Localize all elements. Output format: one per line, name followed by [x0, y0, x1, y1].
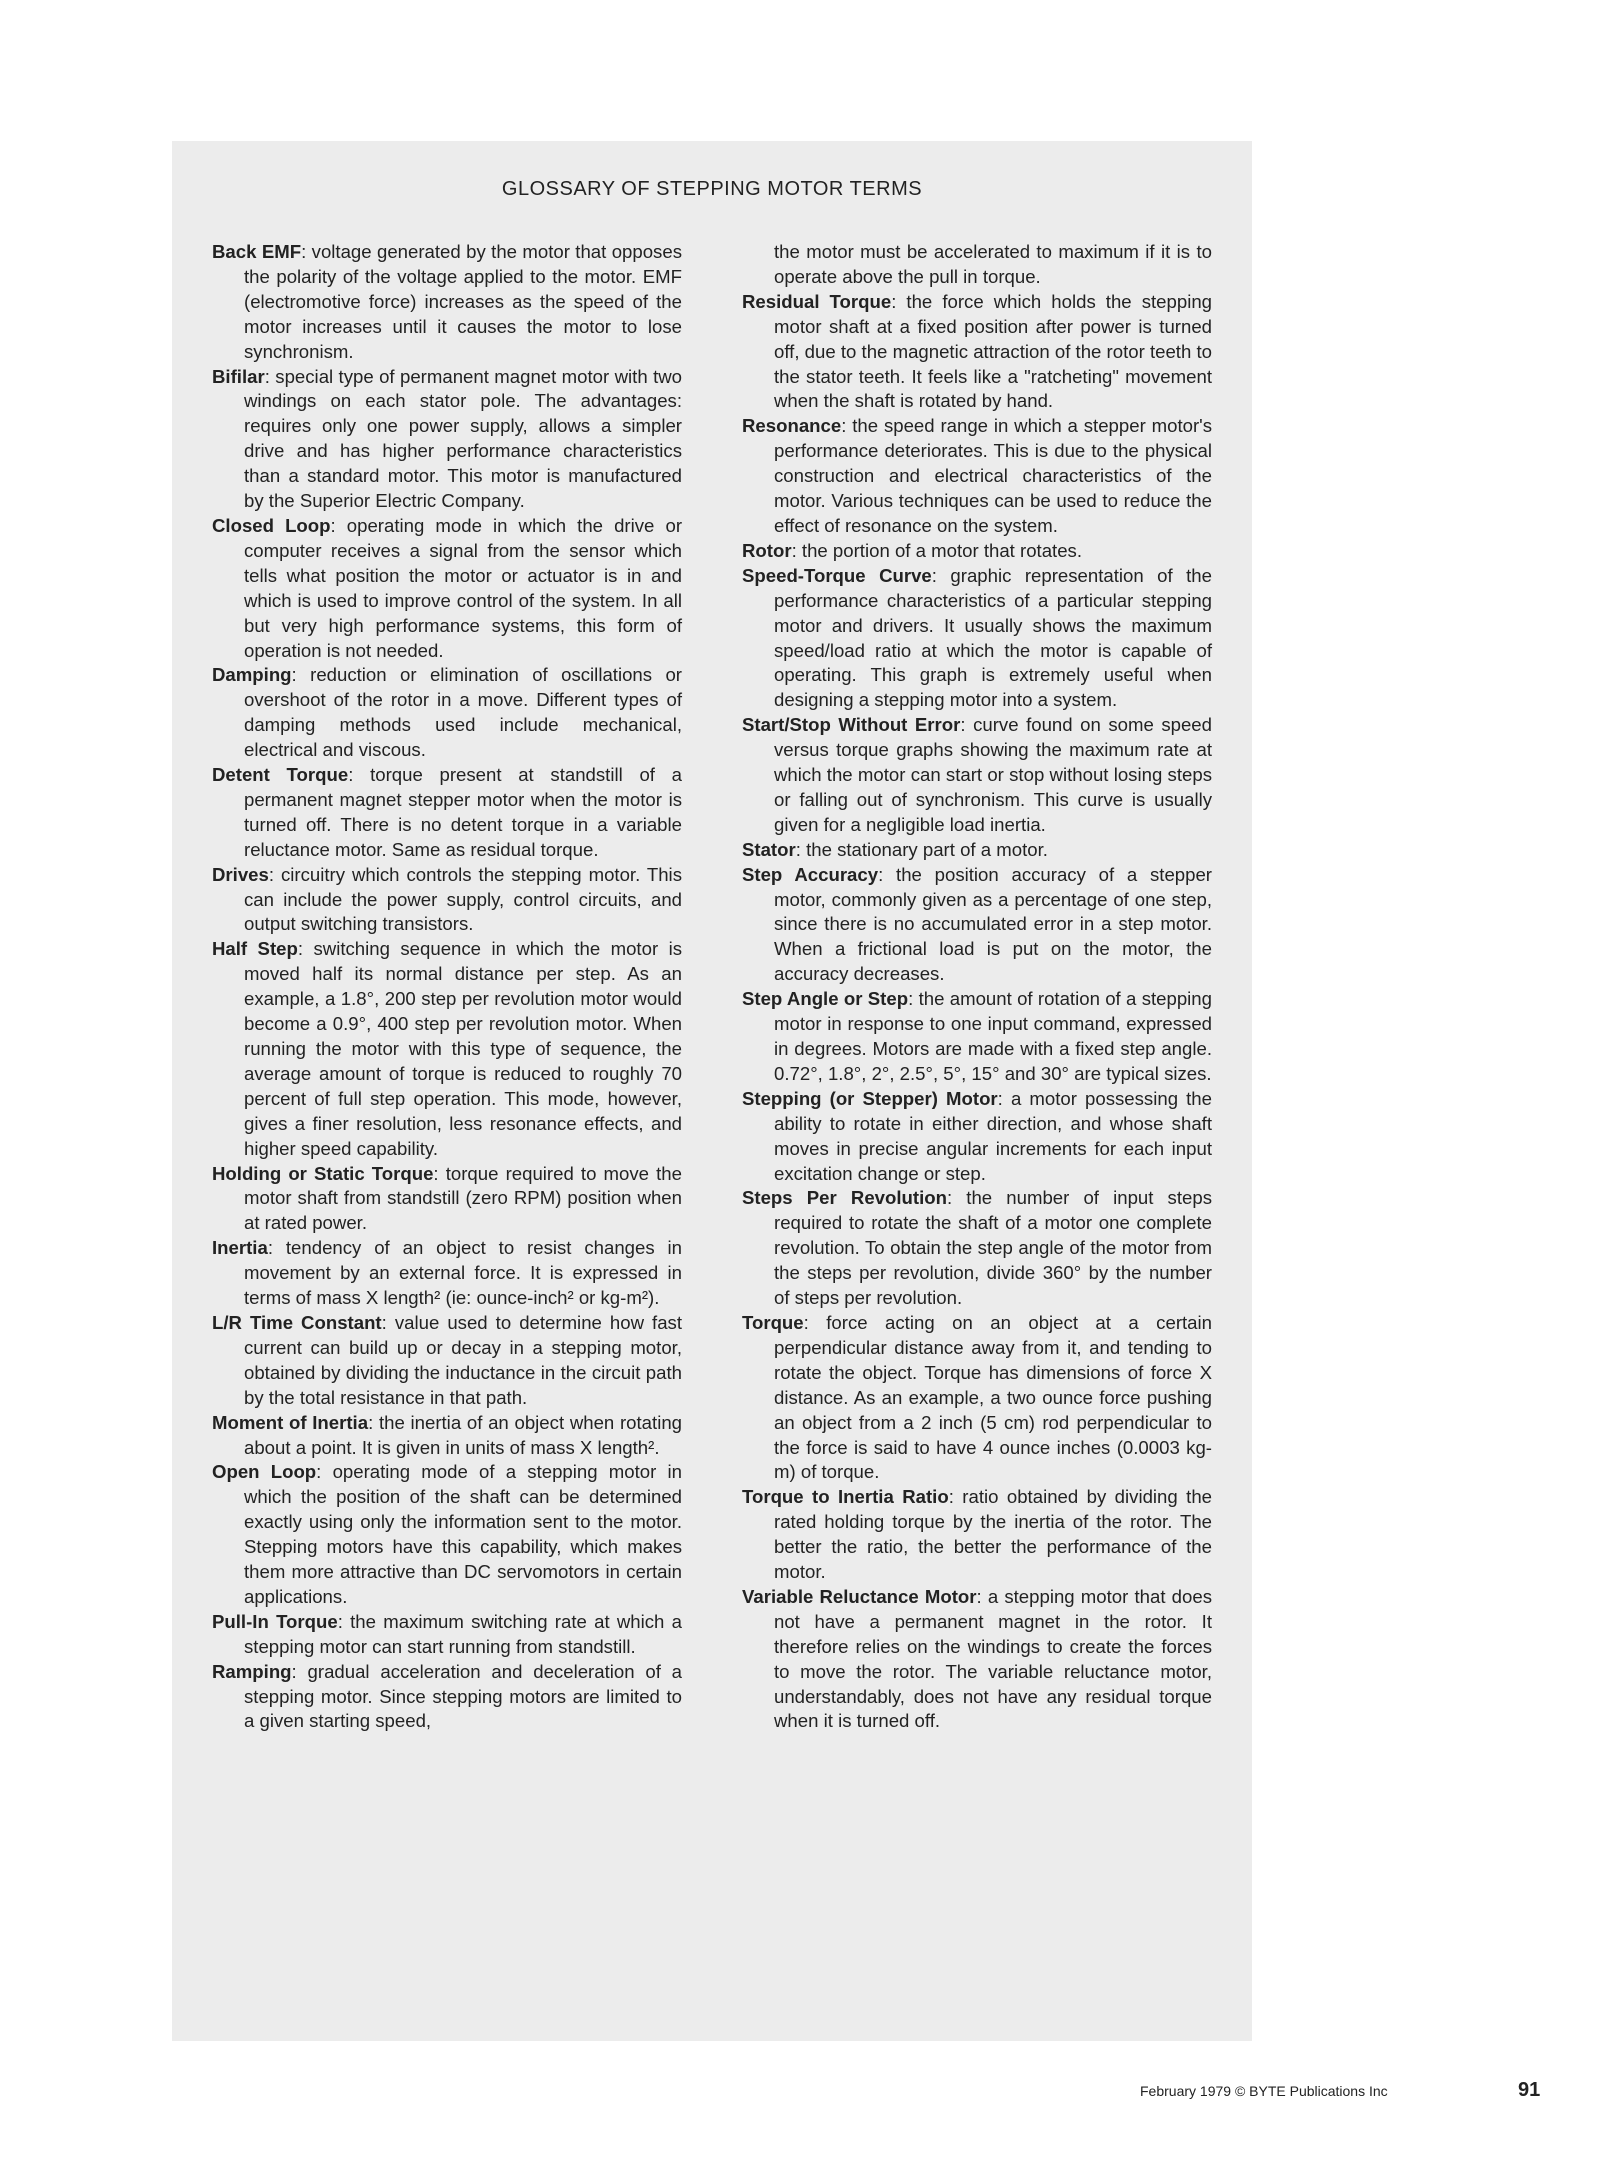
glossary-entry [212, 663, 682, 763]
glossary-definition: curve found on some speed versus torque graphs showing the maximum rate at which the motor can start or stop without losing steps or falling out of synchronism. This curve is usually given for a negligible load inertia. [774, 714, 1212, 835]
term-separator: : [368, 1411, 374, 1433]
glossary-entry [742, 987, 1212, 1087]
glossary-term: Residual Torque [742, 290, 892, 312]
glossary-definition: a stepping motor that does not have a permanent magnet in the rotor. It therefore relies on the windings to create the forces to move the rotor. The variable reluctance motor, understandably, does not have any residual torque when it is turned off. [774, 1585, 1213, 1732]
glossary-term: Drives [212, 863, 269, 885]
term-separator: : [297, 938, 304, 960]
glossary-entry [742, 863, 1212, 988]
glossary-definition: value used to determine how fast current can build up or decay in a stepping motor, obtained by dividing the inductance in the circuit path by the total resistance in that path. [244, 1311, 682, 1408]
glossary-term: Holding or Static Torque [212, 1162, 434, 1184]
glossary-term: Damping [212, 664, 292, 686]
glossary-term: Steps Per Revolution [742, 1187, 947, 1209]
term-separator: : [267, 1237, 273, 1259]
glossary-term: Start/Stop Without Error [742, 714, 961, 736]
glossary-term: Bifilar [212, 365, 265, 387]
glossary-entry [212, 1162, 682, 1237]
term-separator: : [891, 290, 897, 312]
glossary-term: Moment of Inertia [212, 1411, 369, 1433]
page-number: 91 [1518, 2079, 1541, 2101]
glossary-definition: operating mode in which the drive or computer receives a signal from the sensor which tells what position the motor or actuator is in and which is used to improve control of the system. In all but very high performance systems, this form of operation is not needed. [244, 514, 683, 661]
glossary-entry [742, 240, 1212, 290]
glossary-definition: the position accuracy of a stepper motor, commonly given as a percentage of one step, since there is no accumulated error in a step motor. When a frictional load is put on the motor, the accuracy decreases. [774, 863, 1213, 985]
glossary-entry [212, 240, 682, 365]
term-separator: : [931, 564, 937, 586]
glossary-entry [742, 713, 1212, 838]
glossary-definition: the motor must be accelerated to maximum if it is to operate above the pull in torque. [774, 241, 1212, 287]
glossary-entry [212, 1236, 682, 1311]
glossary-definition: ratio obtained by dividing the rated holding torque by the inertia of the rotor. The better the ratio, the better the performance of the motor. [774, 1486, 1212, 1583]
glossary-entry [212, 1460, 682, 1609]
glossary-term: Half Step [212, 938, 298, 960]
glossary-entry [212, 514, 682, 663]
glossary-definition: the speed range in which a stepper motor's performance deteriorates. This is due to the physical construction and electrical characteristics of the motor. Various techniques can be used to reduce the effect of resonance on the system. [774, 415, 1212, 536]
term-separator: : [433, 1162, 439, 1184]
term-separator: : [791, 539, 797, 561]
glossary-term: Stator [742, 838, 796, 860]
glossary-term: Rotor [742, 539, 792, 561]
glossary-term: L/R Time Constant [212, 1311, 382, 1333]
glossary-entry [742, 1087, 1212, 1187]
glossary-definition: operating mode of a stepping motor in which the position of the shaft can be determined exactly using only the information sent to the motor. Stepping motors have this capability, which makes them more attractive than DC servomotors in certain applications. [244, 1461, 682, 1607]
glossary-definition: force acting on an object at a certain perpendicular distance away from it, and tending to rotate the object. Torque has dimensions of force X distance. As an example, a two ounce force pushing an object from a 2 inch (5 cm) rod perpendicular to the force is said to have 4 ounce inches (0.0003 kg-m) of torque. [774, 1311, 1212, 1483]
glossary-term: Step Accuracy [742, 863, 879, 885]
glossary-definition: circuitry which controls the stepping motor. This can include the power supply, control circuits, and output switching transistors. [244, 863, 682, 935]
glossary-entry [742, 1311, 1212, 1485]
term-separator: : [348, 764, 354, 786]
glossary-entry [742, 539, 1212, 564]
glossary-entry [742, 838, 1212, 863]
term-separator: : [381, 1311, 387, 1333]
glossary-entry [742, 564, 1212, 713]
glossary-term: Resonance [742, 415, 842, 437]
glossary-entry [742, 1186, 1212, 1311]
glossary-entry [212, 1311, 682, 1411]
glossary-definition: the maximum switching rate at which a stepping motor can start running from standstill. [244, 1610, 682, 1657]
term-separator: : [948, 1486, 954, 1508]
glossary-definition: the number of input steps required to rotate the shaft of a motor one complete revolution. To obtain the step angle of the motor from the steps per revolution, divide 360° by the number of steps per revolution. [774, 1187, 1212, 1309]
glossary-right-column [742, 240, 1212, 1734]
glossary-term: Pull-In Torque [212, 1610, 338, 1632]
glossary-term: Inertia [212, 1237, 268, 1259]
term-separator: : [337, 1610, 343, 1632]
glossary-entry [212, 1660, 682, 1735]
glossary-term: Speed-Torque Curve [742, 564, 932, 586]
term-separator: : [976, 1585, 982, 1607]
glossary-definition: the inertia of an object when rotating about a point. It is given in units of mass X length². [244, 1411, 683, 1458]
glossary-entry [212, 937, 682, 1161]
term-separator: : [268, 863, 275, 885]
glossary-definition: the stationary part of a motor. [806, 838, 1048, 860]
term-separator: : [960, 714, 966, 736]
glossary-term: Variable Reluctance Motor [742, 1585, 977, 1607]
glossary-term: Open Loop [212, 1461, 317, 1483]
glossary-entry [212, 1610, 682, 1660]
term-separator: : [330, 514, 336, 536]
glossary-definition: graphic representation of the performance characteristics of a particular stepping motor and drivers. It usually shows the maximum speed/load ratio at which the motor is capable of operating. This graph is extremely useful when designing a stepping motor into a system. [774, 564, 1212, 711]
glossary-term: Detent Torque [212, 764, 349, 786]
glossary-definition: special type of permanent magnet motor with two windings on each stator pole. The advantages: requires only one power supply, allows a simpler drive and has higher performance characteristics than a standard motor. This motor is manufactured by the Superior Electric Company. [244, 365, 682, 512]
glossary-entry [742, 414, 1212, 539]
term-separator: : [291, 1660, 297, 1682]
term-separator: : [946, 1187, 953, 1209]
glossary-definition: a motor possessing the ability to rotate in either direction, and whose shaft moves in precise angular increments for each input excitation change or step. [774, 1087, 1212, 1184]
glossary-entry [742, 290, 1212, 415]
glossary-definition: switching sequence in which the motor is moved half its normal distance per step. As an example, a 1.8°, 200 step per revolution motor would become a 0.9°, 400 step per revolution motor. When running the motor with this type of sequence, the average amount of torque is reduced to roughly 70 percent of full step operation. This mode, however, gives a finer resolution, less resonance effects, and higher speed capability. [244, 938, 682, 1159]
footer-credit: February 1979 © BYTE Publications Inc [1140, 2083, 1388, 2099]
term-separator: : [316, 1461, 322, 1483]
glossary-definition: torque present at standstill of a permanent magnet stepper motor when the motor is turned off. There is no detent torque in a variable reluctance motor. Same as residual torque. [244, 764, 682, 860]
glossary-definition: voltage generated by the motor that opposes the polarity of the voltage applied to the motor. EMF (electromotive force) increases as the speed of the motor increases until it causes the motor to lose synchronism. [244, 241, 682, 362]
term-separator: : [803, 1311, 809, 1333]
glossary-definition: the force which holds the stepping motor shaft at a fixed position after power is turned off, due to the magnetic attraction of the rotor teeth to the stator teeth. It feels like a "ratcheting" movement when the shaft is rotated by hand. [774, 290, 1213, 412]
glossary-entry [212, 863, 682, 938]
glossary-definition: the amount of rotation of a stepping motor in response to one input command, expressed in degrees. Motors are made with a fixed step angle. 0.72°, 1.8°, 2°, 2.5°, 5°, 15° and 30° are typical sizes. [774, 988, 1212, 1084]
term-separator: : [264, 365, 270, 387]
glossary-term: Ramping [212, 1660, 292, 1682]
glossary-left-column [212, 240, 682, 1734]
glossary-term: Stepping (or Stepper) Motor [742, 1087, 998, 1109]
glossary-term: Closed Loop [212, 514, 331, 536]
glossary-term: Back EMF [212, 241, 302, 262]
glossary-term: Step Angle or Step [742, 988, 909, 1010]
glossary-definition: the portion of a motor that rotates. [801, 539, 1083, 561]
term-separator: : [795, 838, 801, 860]
glossary-term: Torque [742, 1311, 804, 1333]
glossary-entry [742, 1585, 1212, 1734]
glossary-entry [212, 1411, 682, 1461]
glossary-term: Torque to Inertia Ratio [742, 1486, 949, 1508]
glossary-definition: reduction or elimination of oscillations or overshoot of the rotor in a move. Different types of damping methods used include mechanical, electrical and viscous. [244, 664, 682, 761]
glossary-entry [212, 763, 682, 863]
glossary-entry [212, 365, 682, 514]
term-separator: : [997, 1087, 1003, 1109]
glossary-definition: gradual acceleration and deceleration of a stepping motor. Since stepping motors are limited to a given starting speed, [244, 1660, 682, 1732]
term-separator: : [301, 241, 307, 262]
glossary-title: GLOSSARY OF STEPPING MOTOR TERMS [501, 178, 923, 200]
glossary-entry [742, 1485, 1212, 1585]
term-separator: : [841, 415, 847, 437]
term-separator: : [908, 988, 914, 1010]
glossary-definition: torque required to move the motor shaft from standstill (zero RPM) position when at rated power. [244, 1162, 682, 1234]
term-separator: : [878, 863, 884, 885]
glossary-definition: tendency of an object to resist changes in movement by an external force. It is expressed in terms of mass X length² (ie: ounce-inch² or kg-m²). [244, 1237, 682, 1309]
term-separator: : [291, 664, 297, 686]
